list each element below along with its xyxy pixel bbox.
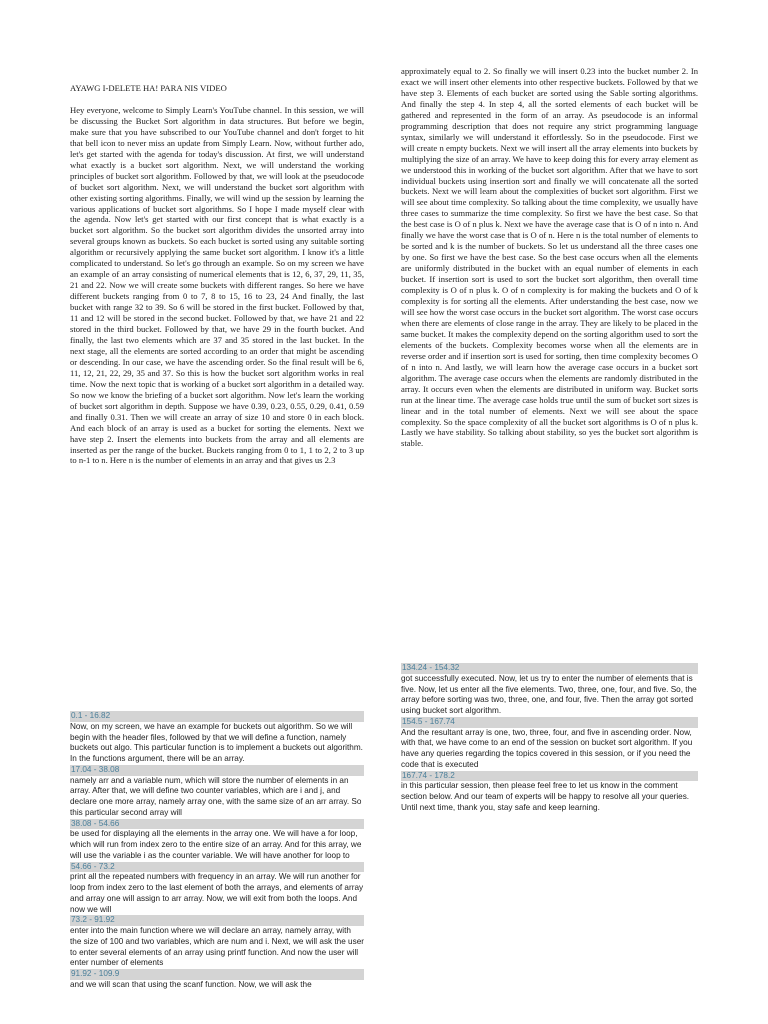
transcript-right-column <box>401 663 698 814</box>
segment-text: got successfully executed. Now, let us try to enter the number of elements that is five. Now, let us enter all the five elements. Two, three, one, four, and five. So, the array before sorting was two, three, one, and four, five. Then the array got sorted using bucket sort algorithm. <box>401 673 697 715</box>
document-paragraph-right: approximately equal to 2. So finally we will insert 0.23 into the bucket number 2. In exact we will insert other elements into other respective buckets. Followed by that we have step 3. Elements of each bucket are sorted using the Sable sorting algorithms. And finally the step 4. In step 4, all the sorted elements of each bucket will be gathered and represented in the form of an array. As pseudocode is an informal programming description that does not require any strict programming language syntax, similarly we will understand it effortlessly. So in the pseudocode. First we will create n empty buckets. Next we will insert all the array elements into buckets by multiplying the size of an array. We have to keep doing this for every array element as we understood this in working of the bucket sort algorithm. After that we have to sort individual buckets using insertion sort and finally we will concatenate all the sorted buckets. Next we will learn about the complexities of bucket sort algorithm. First we will see about time complexity. So talking about the time complexity, we usually have three cases to summarize the time complexity. So first we have the best case. So that the best case is O of n plus k. Next we have the average case that is O of n into n. And finally we have the worst case that is O of n. Here n is the total number of elements to be sorted and k is the number of buckets. So let us understand all the three cases one by one. So first we have the best case. So the best case occurs when all the elements are uniformly distributed in the bucket with an equal number of elements in each bucket. If insertion sort is used to sort the bucket sort algorithm, then overall time complexity is O of n plus k. O of n complexity is for making the buckets and O of k complexity is for sorting all the elements. After understanding the best case, now we will see how the worst case occurs in the bucket sort algorithm. The worst case occurs when there are elements of close range in the array. They are likely to be placed in the same bucket. It makes the complexity depend on the sorting algorithm used to sort the elements of the buckets. Complexity becomes worse when all the elements are in reverse order and if insertion sort is used for sorting, then time complexity becomes O of n into n. And lastly, we will learn how the average case occurs in a bucket sort algorithm. The average case occurs when the elements are randomly distributed in the array. It occurs even when the elements are distributed in uniform way. Bucket sorts run at the linear time. The average case holds true until the sum of bucket sort sizes is linear and in the total number of elements. Next we will see about the space complexity. So the space complexity of all the bucket sort algorithms is O of n plus k. Lastly we have stability. So talking about stability, so yes the bucket sort algorithm is stable. <box>401 66 698 449</box>
segment-timestamp: 154.5 - 167.74 <box>401 717 698 728</box>
document-heading: AYAWG I-DELETE HA! PARA NIS VIDEO <box>70 83 227 93</box>
transcript-segment <box>401 771 698 814</box>
segment-text: be used for displaying all the elements in the array one. We will have a for loop, which will run from index zero to the entire size of an array. And for this array, we will use the variable i as the counter variable. We will have another for loop to <box>70 829 362 860</box>
segment-timestamp: 0.1 - 16.82 <box>70 711 364 722</box>
document-paragraph-left: Hey everyone, welcome to Simply Learn's YouTube channel. In this session, we will be discussing the Bucket Sort algorithm in data structures. But before we begin, make sure that you have subscribed to our YouTube channel and don't forget to hit that bell icon to never miss an update from Simply Learn. Now, without further ado, let's get started with the agenda for today's discussion. At first, we will understand what exactly is a bucket sort algorithm. Next, we will understand the working principles of bucket sort algorithm. Followed by that, we will look at the pseudocode of bucket sort algorithm. Next, we will understand the bucket sort algorithm with other existing sorting algorithms. Finally, we will wind up the session by learning the various applications of bucket sort algorithms. So I hope I made myself clear with the agenda. Now let's get started with our first concept that is what exactly is a bucket sort algorithm. So the bucket sort algorithm divides the unsorted array into several groups known as buckets. So each bucket is sorted using any suitable sorting algorithm or recursively applying the same bucket sort algorithm. I know it's a little complicated to understand. So let's go through an example. So on my screen we have an example of an array consisting of numerical elements that is 12, 6, 37, 29, 11, 35, 21 and 22. Now we will create some buckets with different ranges. So here we have different buckets ranging from 0 to 7, 8 to 15, 16 to 23, 24 And finally, the last bucket with range 32 to 39. So 6 will be stored in the first bucket. Followed by that, 11 and 12 will be stored in the second bucket. Followed by that, we have 21 and 22 stored in the third bucket. Followed by that, we have 29 in the fourth bucket. And finally, the last two elements which are 37 and 35 stored in the last bucket. In the next stage, all the elements are sorted according to an order that might be ascending or descending. In our case, we have the ascending order. So the final result will be 6, 11, 12, 21, 22, 29, 35 and 37. So this is how the bucket sort algorithm works in real time. Now the next topic that is working of a bucket sort algorithm in a detailed way. So now we know the briefing of a bucket sort algorithm. Now let's learn the working of bucket sort algorithm in depth. Suppose we have 0.39, 0.23, 0.55, 0.29, 0.41, 0.59 and finally 0.31. Then we will create an array of size 10 and store 0 in each block. And each block of an array is used as a bucket for sorting the elements. Next we have step 2. Insert the elements into buckets from the array and all elements are inserted as per the range of the bucket. Buckets ranging from 0 to 1, 1 to 2, 2 to 3 up to n-1 to n. Here n is the number of elements in an array and that gives us 2.3 <box>70 104 364 466</box>
segment-timestamp: 73.2 - 91.92 <box>70 915 364 926</box>
segment-timestamp: 167.74 - 178.2 <box>401 771 698 782</box>
segment-text: Now, on my screen, we have an example for buckets out algorithm. So we will begin with the header files, followed by that we will define a function, namely buckets out algo. This particular function is to implement a buckets out algorithm. In the functions argument, there will be an array. <box>70 721 363 763</box>
segment-text: namely arr and a variable num, which will store the number of elements in an array. After that, we will define two counter variables, which are i and j, and declare one more array, namely array one, with the same size of an arr array. So this particular second array will <box>70 775 362 817</box>
transcript-segment <box>70 862 364 916</box>
transcript-segment <box>70 915 364 969</box>
transcript-segment <box>70 819 364 862</box>
segment-timestamp: 91.92 - 109.9 <box>70 969 364 980</box>
segment-timestamp: 38.08 - 54.66 <box>70 819 364 830</box>
segment-timestamp: 54.66 - 73.2 <box>70 862 364 873</box>
transcript-segment <box>70 711 364 765</box>
segment-text: enter into the main function where we will declare an array, namely array, with the size of 100 and two variables, which are num and i. Next, we will ask the user to enter several elements of an array using printf function. And now the user will enter number of elements <box>70 926 364 968</box>
segment-text: And the resultant array is one, two, three, four, and five in ascending order. Now, with that, we have come to an end of the session on bucket sort algorithm. If you have any queries regarding the topics covered in this session, or if you need the code that is executed <box>401 727 693 769</box>
transcript-segment <box>70 765 364 819</box>
transcript-segment <box>401 663 698 717</box>
document-right-column <box>401 66 698 449</box>
document-left-column <box>70 66 364 466</box>
transcript-segment <box>70 969 364 991</box>
segment-timestamp: 17.04 - 38.08 <box>70 765 364 776</box>
segment-text: and we will scan that using the scanf function. Now, we will ask the <box>70 979 312 989</box>
transcript-left-column <box>70 711 364 991</box>
segment-timestamp: 134.24 - 154.32 <box>401 663 698 674</box>
transcript-segment <box>401 717 698 771</box>
segment-text: print all the repeated numbers with frequency in an array. We will run another for loop from index zero to the last element of both the arrays, and elements of array and array one will assign to arr array. Now, we will exit from both the loops. And now we will <box>70 872 364 914</box>
segment-text: in this particular session, then please feel free to let us know in the comment section below. And our team of experts will be happy to resolve all your queries. Until next time, thank you, stay safe and keep learning. <box>401 781 690 812</box>
